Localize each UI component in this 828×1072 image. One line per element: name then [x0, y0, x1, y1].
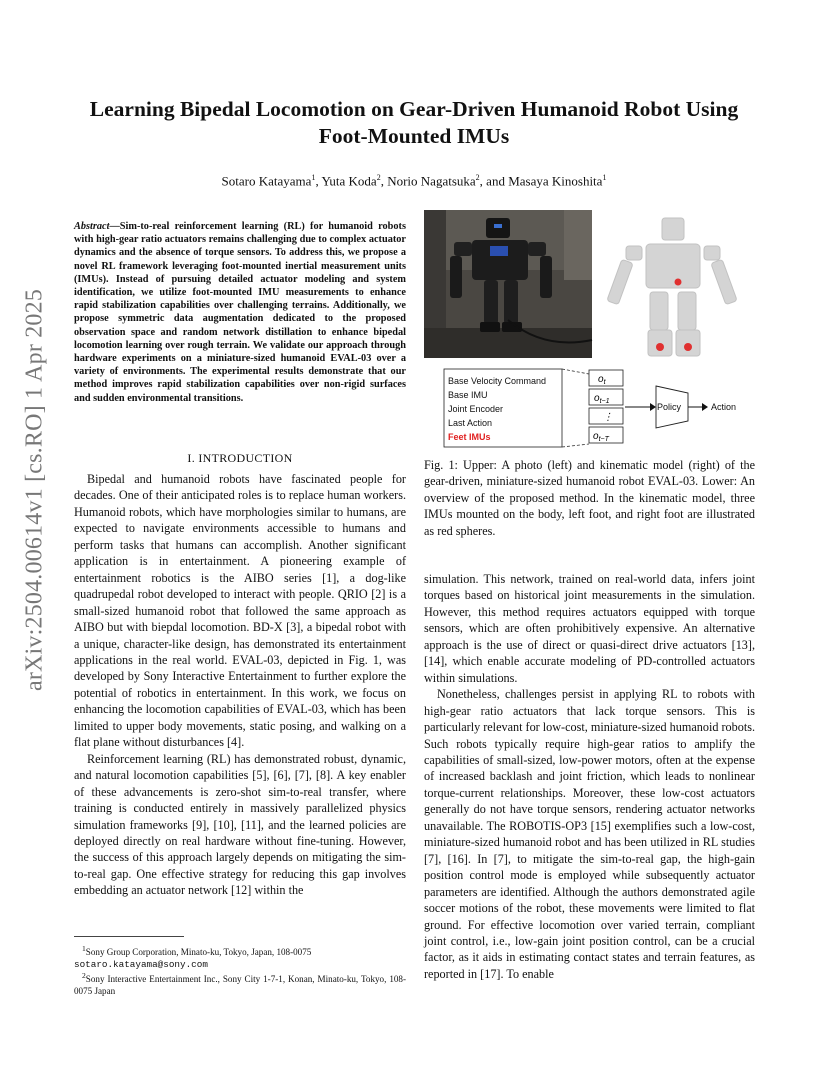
action-label: Action [711, 402, 737, 412]
author-name: Masaya Kinoshita [508, 173, 603, 189]
svg-text:ot−T: $o_{t-T}$ [593, 431, 609, 443]
input-label: Joint Encoder [448, 404, 504, 414]
footnote-1: $^1$Sony Group Corporation, Minato-ku, Tokyo, Japan, 108-0075 sotaro.katayama@sony.com [74, 944, 312, 970]
section-heading: I. INTRODUCTION [187, 451, 293, 465]
imu-sphere-left-foot [656, 343, 664, 351]
author-name: Norio Nagatsuka [387, 173, 476, 189]
svg-text:ot−1: $o_{t-1}$ [594, 393, 610, 405]
dashed-connector [562, 444, 589, 447]
author-list: Sotaro Katayama$^1$, Yuta Koda$^2$, Norio Nagatsuka$^2$, and Masaya Kinoshita$^1$ [221, 173, 607, 189]
paragraph: simulation. This network, trained on real-world data, infers joint torques based on historical joint measurements in the simulation. However, this method requires actuators equipped with torque sensors, which are often prohibitively expensive. An alternative approach is the use of direct or quasi-direct drive actuators [13], [14], which enable accurate modeling of PD-controlled actuators within simulations. [424, 572, 755, 685]
footnote-rule [74, 936, 184, 937]
author-name: Sotaro Katayama [221, 173, 312, 189]
intro-text [74, 471, 406, 899]
robot-photo [424, 210, 592, 358]
input-label-feet-imus: Feet IMUs [448, 432, 491, 442]
input-label: Last Action [448, 418, 493, 428]
footnote-2: $^2$Sony Interactive Entertainment Inc., Sony City 1-7-1, Konan, Minato-ku, Tokyo, 108-0075 Japan [74, 971, 406, 996]
policy-label: Policy [657, 402, 682, 412]
imu-sphere-right-foot [684, 343, 692, 351]
affiliation-mark: 2 [376, 173, 381, 182]
figure-caption: Fig. 1: Upper: A photo (left) and kinematic model (right) of the gear-driven, miniature-sized humanoid robot EVAL-03. Lower: An overview of the proposed method. In the kinematic model, three IMUs mounted on the body, left foot, and right foot are illustrated as red spheres. [424, 458, 755, 538]
abstract-text: —Sim-to-real reinforcement learning (RL) for humanoid robots with high-gear ratio actuators remains challenging due to complex actuator dynamics and the absence of torque sensors. To address this, we propose a novel RL framework leveraging foot-mounted inertial measurement units (IMUs). Instead of pursuing detailed actuator modeling and system identification, we utilize foot-mounted IMU measurements to enhance rapid stabilization capabilities over challenging terrains. Additionally, we propose symmetric data augmentation dedicated to the proposed observation space and random network distillation to enhance bipedal locomotion learning over rough terrain. We validate our approach through hardware experiments on a miniature-sized humanoid EVAL-03 over a variety of environments. The experimental results demonstrate that our method improves rapid stabilization capabilities over non-rigid surfaces and sudden environmental transitions. [74, 221, 406, 404]
paragraph: Reinforcement learning (RL) has demonstrated robust, dynamic, and natural locomotion capabilities [5], [6], [7], [8]. A key enabler of these advancements is zero-shot sim-to-real transfer, where training is conducted entirely in massively parallelized physics simulation frameworks [9], [10], [11], and the learned policies are deployed directly on real hardware without fine-tuning. However, the success of this approach largely depends on mitigating the sim-to-real gap. One effective strategy for reducing this gap involves embedding an actuator network [12] within the [74, 751, 406, 898]
email: sotaro.katayama@sony.com [74, 958, 208, 970]
svg-text:ot: $o_t$ [598, 374, 606, 386]
svg-text:⋮: ⋮ [603, 412, 613, 423]
dashed-connector [562, 369, 589, 374]
arxiv-identifier: arXiv:2504.00614v1 [cs.RO] 1 Apr 2025 [21, 288, 48, 692]
arxiv-sidebar [12, 290, 58, 690]
figure-1 [424, 210, 758, 455]
author-name: Yuta Koda [321, 173, 377, 189]
input-label: Base Velocity Command [448, 376, 547, 386]
obs-box [589, 370, 623, 386]
paragraph: Bipedal and humanoid robots have fascinated people for decades. One of their anticipated roles is to replace human workers. Humanoid robots, which have morphologies similar to humans, are expected to navigate environments accessible to humans and perform tasks that humans can accomplish. Another significant application is in entertainment. A pioneering example of entertainment robotics is the AIBO series [1], a dog-like quadrupedal robot developed to interact with people. QRIO [2] is a small-sized humanoid robot that followed the same approach as AIBO but with biepdal locomotion. BD-X [3], a bipedal robot with a unique, character-like design, has demonstrated its entertainment applications in the real world. EVAL-03, depicted in Fig. 1, was developed by Sony Interactive Entertainment to further explore the potential of robotics in entertainment. In this work, we focus on enhancing the locomotion capabilities of EVAL-03, which has been limited to upper body movements, static posing, and walking on a flat plane without disturbances [4]. [74, 472, 406, 750]
paper-title: Learning Bipedal Locomotion on Gear-Driven Humanoid Robot Using Foot-Mounted IMUs [89, 97, 739, 148]
imu-sphere-body [675, 279, 682, 286]
method-diagram [444, 369, 736, 447]
affiliation-mark: 1 [311, 173, 316, 182]
paragraph: Nonetheless, challenges persist in applying RL to robots with high-gear ratio actuators that lack torque sensors. This is particularly relevant for low-cost, miniature-sized humanoid robots. Such robots typically require high-gear ratios to amplify the capabilities of small-sized, low-power motors, often at the expense of increased backlash and joint friction, which leads to nonlinear torque-current relationships. Moreover, these low-cost actuators generally do not have torque sensors, rendering actuator networks unavailable. The ROBOTIS-OP3 [15] exemplifies such a low-cost, miniature-sized humanoid robot and has been utilized in RL studies [7], [16]. In [7], to mitigate the sim-to-real gap, the high-gain position control mode is employed while subsequently actuator parameters are identified. Although the authors demonstrated agile soccer motions of the robot, these movements were limited to flat ground. For effective locomotion over varied terrain, compliant joint control, i.e., low-gain joint position control, can be a crucial factor, as it aids in estimating contact states and terrain features, as reported in [17]. To enable [424, 687, 755, 981]
footnotes [74, 943, 406, 997]
abstract [74, 220, 406, 405]
affiliation-mark: 1 [602, 173, 607, 182]
input-label: Base IMU [448, 390, 488, 400]
affiliation-mark: 2 [475, 173, 480, 182]
kinematic-model [607, 218, 737, 356]
right-column-text [424, 571, 755, 982]
abstract-label: Abstract [74, 221, 110, 232]
